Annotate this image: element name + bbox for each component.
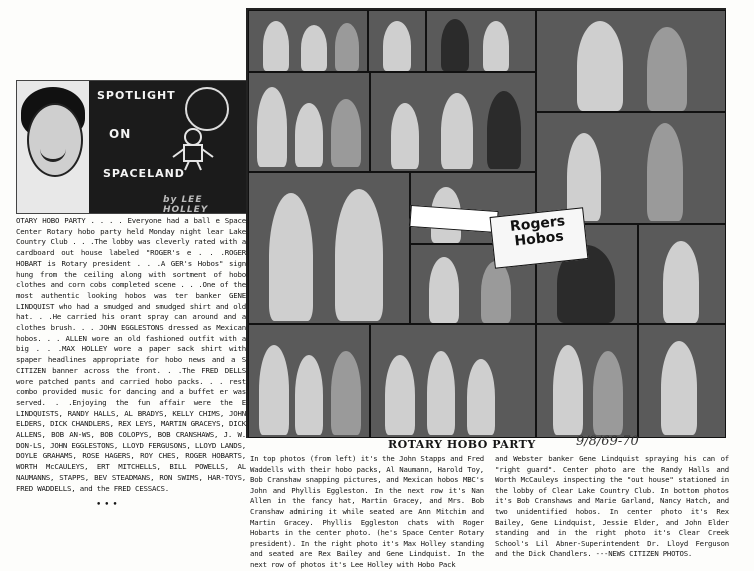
photo-tile: [638, 224, 726, 324]
photo-tile: [248, 10, 368, 72]
photo-tile: [370, 72, 536, 172]
on-word: ON: [109, 127, 132, 141]
portrait-photo: [17, 81, 89, 213]
moon-icon: [185, 87, 229, 131]
photo-tile: [536, 112, 726, 224]
left-column-clipping: [16, 80, 246, 510]
photo-tile: [370, 324, 536, 438]
caption-right-column: and Webster banker Gene Lindquist spraying his can of "right guard". Center photo are the Randy Halls and Worth McCauleys inspecting the "out house" stationed in the lobby of Clear Lake Country Club. In bottom photos it's Bob Cranshaws and Marie Garland, Nancy Hatch, and two unidentified hobos. In center photo it's Rex Bailey, Gene Lindquist, Jessie Elder, and John Elder standing and in the right photo it's Clear Creek School's Lil Abner-Superintendent Dr. Lloyd Ferguson and the Dick Chandlers. ---NEWS CITIZEN PHOTOS.: [495, 454, 729, 559]
face-shape: [27, 103, 83, 177]
column-body-text: OTARY HOBO PARTY . . . . Everyone had a ball e Space Center Rotary hobo party held Monday night lear Lake Country Club . . .The lobby was cleverly rated with a cardboard out house labeled "ROGER's e . . .ROGER HOBART is Rotary president . . .A GER's Hobos" sign hung from the ceiling along with sortment of hobo clothes and corn cobs completed scene . . .One of the most authentic looking hobos was ter banker GENE LINDQUIST who had a smudged and smudged shirt and old hat. . .He carried his orant spray can around and a clothes brush. . . JOHN EGGLESTONS dressed as Mexican hobos. . . ALLEN wore an old fashioned outfit with a big . . .MAX HOLLEY wore a paper sack shirt with spaper headlines appropriate for hobo news and a S CITIZEN banner across the front. . .The FRED DELLS wore patched pants and carried hobo packs. . . rest combo provided music for dancing and a buffet er was served. . .Enjoying the fun affair were the E LINDQUISTS, RANDY HALLS, AL BRADYS, KELLY CHIMS, JOHN ELDERS, DICK CHANDLERS, REX LEYS, MARTIN GRACEYS, DICK ALLENS, BOB AN-WS, BOB COLOPYS, BOB CRANSHAWS, J. W. DON-LS, JOHN EGGLESTONS, LLOYD FERGUSONS, LLOYD LANDS, DOYLE GRAHAMS, ROSE HAGERS, ROY CHES, ROGER HOBARTS, WORTH McCAULEYS, ERT MITCHELLS, BILL POWELLS, AL NAUMANNS, STAPPS, BEV STEADMANS, RON SWIMS, HAR-TOYS, FRED WADDELLS, and the FRED CESSACS.: [16, 216, 246, 493]
handwritten-date: 9/8/69-70: [576, 434, 639, 449]
photo-tile: [368, 10, 426, 72]
photo-tile: [426, 10, 536, 72]
spaceland-word: SPACELAND: [103, 167, 185, 180]
photo-tile: [248, 72, 370, 172]
caption-title: ROTARY HOBO PARTY: [388, 438, 536, 451]
photo-tile: [536, 10, 726, 112]
end-dots: • • •: [96, 500, 118, 510]
photo-tile: [536, 324, 638, 438]
photo-tile: [248, 172, 410, 324]
caption-left-column: In top photos (from left) it's the John Stapps and Fred Waddells with their hobo packs, Al Naumann, Harold Toy, Bob Cranshaw snapping pictures, and Mexican hobos MBC's John and Phyllis Eggleston. In the next row it's Nan Allen in the fancy hat, Martin Gracey, and Mrs. Bob Cranshaw admiring it while seated are Ann Mitchim and Martin Gracey. Phyllis Eggleston chats with Roger Hobarts in the center photo. (he's Space Center Rotary president). In the right photo it's Max Holley standing and seated are Rex Bailey and Gene Lindquist. In the next row of photos it's Lee Holley with Hobo Pack: [250, 454, 484, 569]
byline: by LEE HOLLEY: [163, 195, 209, 214]
spotlight-header-image: [16, 80, 248, 214]
rogers-hobos-sign: Rogers Hobos: [490, 207, 589, 269]
astronaut-icon: [167, 127, 219, 171]
spotlight-word: SPOTLIGHT: [97, 89, 176, 102]
photo-tile: [248, 324, 370, 438]
photo-tile: [638, 324, 726, 438]
